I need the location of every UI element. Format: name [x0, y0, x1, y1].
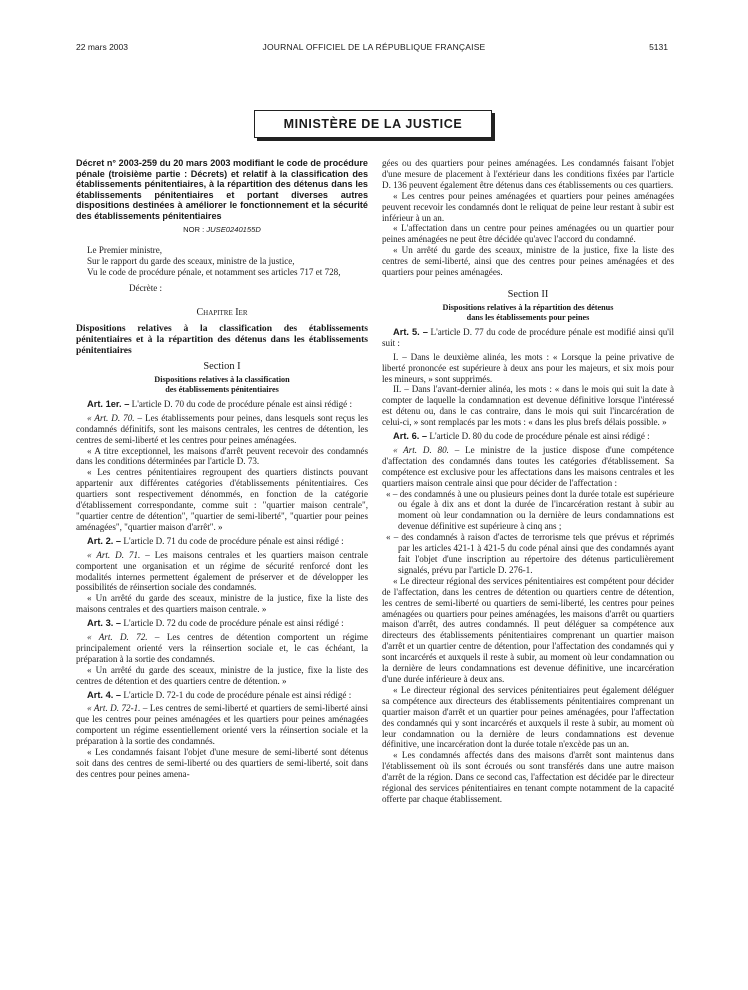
- article-d70-p3: « Les centres pénitentiaires regroupent des quartiers distincts pouvant appartenir aux différentes catégories d'établissements pénitentiaires. Ces quartiers sont respectivement dénommés, en fonction de la catégorie d'établissement correspondante, comme suit : "quartier maison centrale", "quartier centre de détention", "quartier de semi-liberté", "quartier pour peines aménagées", "quartier maison d'arrêt". »: [76, 467, 368, 532]
- article-d72-1-p2: « Les condamnés faisant l'objet d'une mesure de semi-liberté sont détenus soit dans des centres de semi-liberté ou des quartiers de semi-liberté, soit dans des centres pour peines amena-: [76, 747, 368, 779]
- article-5-ii: II. – Dans l'avant-dernier alinéa, les mots : « dans le mois qui suit la date à compter de laquelle la condamnation est devenue définitive lorsque l'intéressé est détenu ou, dans le cas contraire, dans le mois qui suit l'incarcération de celui-ci, » sont remplacés par les mots : « dans les plus brefs délais possible. »: [382, 384, 674, 428]
- section-1-title-line-1: Dispositions relatives à la classification: [154, 374, 290, 384]
- article-d72-p1: – Les centres de détention comportent un régime principalement orienté vers la réinsertion sociale et, le cas échéant, la préparation à la sortie des condamnés.: [76, 632, 369, 664]
- article-4: [76, 690, 368, 701]
- nor-label: NOR :: [183, 224, 205, 234]
- article-d70: [76, 413, 368, 446]
- nor-reference: [76, 225, 368, 236]
- article-3-text: L'article D. 72 du code de procédure pénale est ainsi rédigé :: [121, 618, 344, 629]
- right-column: [382, 158, 674, 805]
- header-title: JOURNAL OFFICIEL DE LA RÉPUBLIQUE FRANÇAISE: [262, 42, 486, 52]
- article-3: [76, 618, 368, 629]
- article-6-head: Art. 6. –: [393, 431, 428, 442]
- article-d72-1-label: « Art. D. 72-1.: [87, 703, 141, 714]
- intro-vu: Vu le code de procédure pénale, et notamment ses articles 717 et 728,: [87, 267, 341, 278]
- continuation-p2: « Les centres pour peines aménagées et quartiers pour peines aménagées peuvent recevoir les condamnés dont le reliquat de peine leur restant à subir est inférieur à un an.: [382, 190, 674, 223]
- article-d80: [382, 445, 674, 489]
- article-d80-label: « Art. D. 80.: [393, 444, 449, 455]
- continuation-p4: « Un arrêté du garde des sceaux, ministre de la justice, fixe la liste des centres de semi-liberté, ainsi que des centres pour peines aménagées et des quartiers pour peines aménagées.: [382, 245, 674, 278]
- continuation-p1: gées ou des quartiers pour peines aménagées. Les condamnés faisant l'objet d'une mesure de placement à l'extérieur dans les conditions fixées par l'article D. 136 peuvent également être détenus dans ces établissements ou ces quartiers.: [382, 158, 674, 190]
- article-4-text: L'article D. 72-1 du code de procédure pénale est ainsi rédigé :: [121, 689, 352, 700]
- section-2-heading: Section II: [507, 288, 549, 300]
- article-d70-p1: – Les établissements pour peines, dans lesquels sont reçus les condamnés définitifs, sont les maisons centrales, les centres de détention, les centres de semi-liberté et les centres pour peines aménagées.: [76, 412, 368, 445]
- section-1-title: [76, 375, 368, 395]
- header-page-number: 5131: [649, 42, 668, 52]
- article-1-head: Art. 1er. –: [87, 398, 130, 409]
- article-d80-list-item-1: « – des condamnés à une ou plusieurs peines dont la durée totale est supérieure ou égale à dix ans et dont la durée de l'incarcération restant à subir au moment où leur condamnation ou la dernière de leurs condamnations est devenue définitive est supérieure à cinq ans ;: [386, 488, 674, 532]
- ministry-title: MINISTÈRE DE LA JUSTICE: [283, 117, 463, 131]
- article-d72-1: [76, 703, 368, 747]
- article-2: [76, 536, 368, 547]
- article-d71-p1: – Les maisons centrales et les quartiers maison centrale comportent une organisation et un régime de sécurité renforcé dont les modalités internes permettent également de préserver et de développer les possibilités de réinsertion sociale des condamnés.: [76, 549, 368, 593]
- article-5-text: L'article D. 77 du code de procédure pénale est modifié ainsi qu'il suit :: [382, 326, 674, 348]
- section-2-title: [382, 303, 674, 323]
- article-d70-p2: « A titre exceptionnel, les maisons d'arrêt peuvent recevoir des condamnés dans les conditions déterminées par l'article D. 73.: [76, 445, 368, 467]
- article-d72-label: « Art. D. 72.: [87, 632, 148, 643]
- nor-value: JUSE0240155D: [206, 224, 261, 234]
- article-2-text: L'article D. 71 du code de procédure pénale est ainsi rédigé :: [121, 535, 344, 546]
- article-6: [382, 431, 674, 442]
- article-d70-label: « Art. D. 70.: [87, 412, 135, 423]
- article-d80-list-item-2: « – des condamnés à raison d'actes de terrorisme tels que prévus et réprimés par les articles 421-1 à 421-5 du code pénal ainsi que des condamnés ayant fait l'objet d'une inscription au répertoire des détenus particulièrement signalés, prévu par l'article D. 276-1.: [386, 532, 674, 575]
- decrete: Décrète :: [129, 283, 163, 294]
- section-1-heading: Section I: [203, 361, 241, 372]
- article-d80-p1: – Le ministre de la justice dispose d'une compétence d'affectation des condamnés dans toutes les catégories d'établissement. Sa compétence est exclusive pour les affectations dans les maisons centrales et les quartiers maison centrale ainsi que pour décider de l'affectation :: [382, 444, 674, 488]
- ministry-banner: [254, 110, 492, 138]
- chapter-title: Dispositions relatives à la classification des établissements pénitentiaires et à la répartition des détenus dans les établissements pénitentiaires: [76, 323, 368, 356]
- intro-rapport: Sur le rapport du garde des sceaux, ministre de la justice,: [87, 256, 295, 267]
- section-2-title-line-2: dans les établissements pour peines: [466, 312, 590, 322]
- intro-pm: Le Premier ministre,: [87, 245, 163, 256]
- section-2-title-line-1: Dispositions relatives à la répartition des détenus: [442, 302, 614, 312]
- article-1-text: L'article D. 70 du code de procédure pénale est ainsi rédigé :: [129, 398, 352, 409]
- article-6-text: L'article D. 80 du code de procédure pénale est ainsi rédigé :: [427, 431, 650, 442]
- article-5-i: I. – Dans le deuxième alinéa, les mots : « Lorsque la peine privative de liberté prononcée est supérieure à deux ans pour les majeurs, et six mois pour les mineurs, » sont supprimés.: [382, 351, 674, 384]
- article-2-head: Art. 2. –: [87, 535, 122, 546]
- left-column: [76, 158, 368, 780]
- article-d80-p3: « Le directeur régional des services pénitentiaires peut également déléguer sa compétence aux directeurs des établissements pénitentiaires comprenant un quartier maison d'arrêt et un quartier pour peines aménagées, pour l'affectation des condamnés qui y sont incarcérés et auxquels il reste à subir, au moment où leur condamnation ou la dernière de leurs condamnations est devenue définitive, une incarcération dont la durée totale n'excède pas un an.: [382, 684, 674, 750]
- article-d71: [76, 550, 368, 594]
- article-d72: [76, 632, 368, 665]
- article-d72-p2: « Un arrêté du garde des sceaux, ministre de la justice, fixe la liste des centres de détention et des quartiers centre de détention. »: [76, 664, 368, 686]
- article-d72-1-p1: – Les centres de semi-liberté et quartiers de semi-liberté ainsi que les centres pour peines aménagées et les quartiers pour peines aménagées comportent un régime essentiellement orienté vers la réinsertion sociale et la préparation à la sortie des condamnés.: [76, 703, 368, 747]
- continuation-p3: « L'affectation dans un centre pour peines aménagées ou un quartier pour peines aménagées ne peut être décidée qu'avec l'accord du condamné.: [382, 223, 674, 245]
- header-date: 22 mars 2003: [76, 42, 128, 52]
- decree-title: Décret n° 2003-259 du 20 mars 2003 modifiant le code de procédure pénale (troisième partie : Décrets) et relatif à la classification des établissements pénitentiaires, à la répartition des détenus dans les établissements pénitentiaires et portant diverses autres dispositions destinées à améliorer le fonctionnement et la sécurité des établissements pénitentiaires: [76, 158, 368, 221]
- article-3-head: Art. 3. –: [87, 618, 122, 629]
- article-4-head: Art. 4. –: [87, 689, 122, 700]
- chapter-heading: Chapitre Ier: [196, 307, 248, 319]
- article-d71-label: « Art. D. 71.: [87, 549, 141, 560]
- article-1: [76, 399, 368, 410]
- article-d71-p2: « Un arrêté du garde des sceaux, ministre de la justice, fixe la liste des maisons centrales et des quartiers maison centrale. »: [76, 593, 368, 615]
- article-d80-p2: « Le directeur régional des services pénitentiaires est compétent pour décider de l'affectation, dans les centres de détention ou quartiers centre de détention, les centres de semi-liberté ou quartiers de semi-liberté, les centres pour peines aménagées ou quartiers pour peines aménagées, les maisons d'arrêt ou quartiers maison d'arrêt, des autres condamnés. Il peut déléguer sa compétence aux directeurs des établissements pénitentiaires comprenant un quartier maison d'arrêt et un quartier centre de détention, pour l'affectation des condamnés qui y sont incarcérés et auxquels il reste à subir, au moment où leur condamnation ou la dernière de leurs condamnations est devenue définitive, une incarcération d'une durée inférieure à deux ans.: [382, 575, 674, 684]
- article-5-head: Art. 5. –: [393, 326, 428, 337]
- article-5: [382, 327, 674, 349]
- section-1-title-line-2: des établissements pénitentiaires: [165, 384, 279, 394]
- article-d80-p4: « Les condamnés affectés dans des maisons d'arrêt sont maintenus dans l'établissement où ils sont écroués ou sont transférés dans une autre maison d'arrêt de la région. Dans ce second cas, l'affectation est décidée par le directeur régional des services pénitentiaires en tenant compte notamment de la capacité offerte par chaque établissement.: [382, 750, 674, 804]
